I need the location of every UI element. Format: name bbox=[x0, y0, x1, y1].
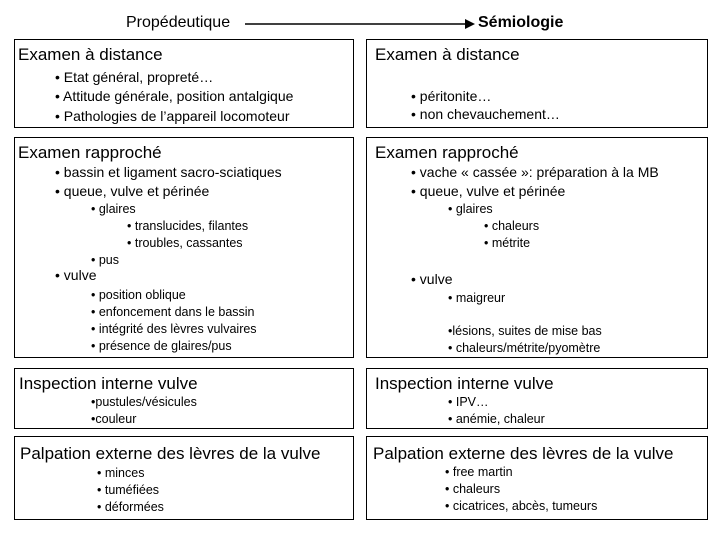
list-item: • déformées bbox=[97, 500, 164, 514]
list-item: • cicatrices, abcès, tumeurs bbox=[445, 499, 598, 513]
list-item: • maigreur bbox=[448, 291, 506, 305]
right-distance-title: Examen à distance bbox=[375, 45, 520, 64]
left-rapproche-box bbox=[14, 137, 354, 358]
list-item: • translucides, filantes bbox=[127, 219, 249, 233]
list-item: • vulve bbox=[55, 267, 97, 283]
list-item: • Etat général, propreté… bbox=[55, 69, 214, 85]
list-item: • glaires bbox=[448, 202, 493, 216]
list-item: • bassin et ligament sacro-sciatiques bbox=[55, 164, 282, 180]
list-item: • métrite bbox=[484, 236, 531, 250]
list-item: • intégrité des lèvres vulvaires bbox=[91, 322, 257, 336]
list-item: •pustules/vésicules bbox=[91, 395, 197, 409]
list-item: • glaires bbox=[91, 202, 136, 216]
right-palpation-title: Palpation externe des lèvres de la vulve bbox=[373, 444, 674, 463]
right-palpation-box bbox=[366, 436, 708, 520]
list-item: • position oblique bbox=[91, 288, 186, 302]
header-semiologie: Sémiologie bbox=[478, 14, 564, 31]
left-palpation-box bbox=[14, 436, 354, 520]
right-rapproche-box bbox=[366, 137, 708, 358]
left-inspection-title: Inspection interne vulve bbox=[19, 374, 198, 393]
list-item: • queue, vulve et périnée bbox=[55, 183, 210, 199]
list-item: • péritonite… bbox=[411, 88, 492, 104]
right-inspection-box bbox=[366, 368, 708, 429]
list-item: • troubles, cassantes bbox=[127, 236, 243, 250]
list-item: • présence de glaires/pus bbox=[91, 339, 232, 353]
list-item: • vulve bbox=[411, 271, 453, 287]
right-rapproche-title: Examen rapproché bbox=[375, 143, 519, 162]
list-item: • minces bbox=[97, 466, 145, 480]
list-item: • chaleurs/métrite/pyomètre bbox=[448, 341, 601, 355]
list-item: • Pathologies de l’appareil locomoteur bbox=[55, 108, 290, 124]
left-rapproche-title: Examen rapproché bbox=[18, 143, 162, 162]
list-item: • tuméfiées bbox=[97, 483, 160, 497]
list-item: • chaleurs bbox=[445, 482, 501, 496]
list-item: • enfoncement dans le bassin bbox=[91, 305, 255, 319]
list-item: • queue, vulve et périnée bbox=[411, 183, 566, 199]
list-item: • IPV… bbox=[448, 395, 489, 409]
list-item: •lésions, suites de mise bas bbox=[448, 324, 602, 338]
list-item: • non chevauchement… bbox=[411, 106, 560, 122]
list-item: • pus bbox=[91, 253, 120, 267]
list-item: •couleur bbox=[91, 412, 137, 426]
left-distance-box bbox=[14, 39, 354, 128]
list-item: • chaleurs bbox=[484, 219, 540, 233]
left-distance-title: Examen à distance bbox=[18, 45, 163, 64]
left-inspection-box bbox=[14, 368, 354, 429]
list-item: • free martin bbox=[445, 465, 513, 479]
list-item: • anémie, chaleur bbox=[448, 412, 545, 426]
right-distance-box bbox=[366, 39, 708, 128]
list-item: • vache « cassée »: préparation à la MB bbox=[411, 164, 659, 180]
header-propedeutique: Propédeutique bbox=[126, 14, 231, 31]
arrow-right-icon bbox=[245, 17, 475, 31]
left-palpation-title: Palpation externe des lèvres de la vulve bbox=[20, 444, 321, 463]
right-inspection-title: Inspection interne vulve bbox=[375, 374, 554, 393]
list-item: • Attitude générale, position antalgique bbox=[55, 88, 294, 104]
